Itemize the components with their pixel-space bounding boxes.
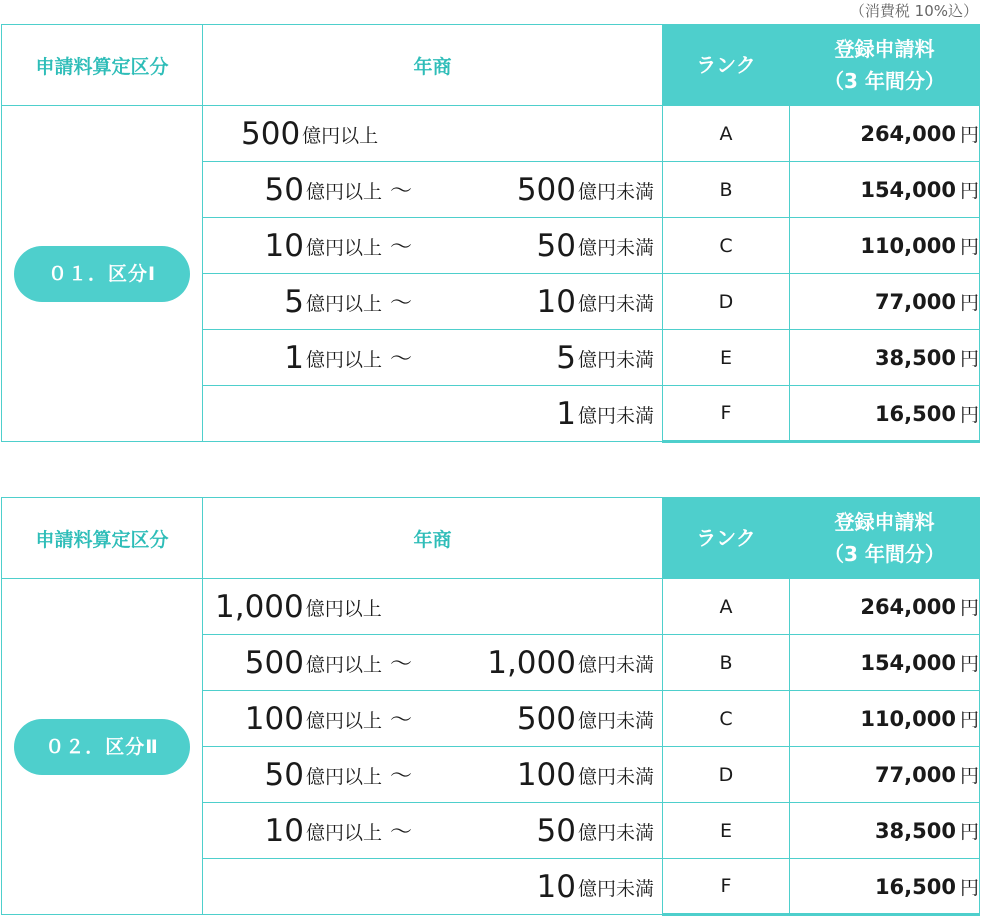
range-tilde: ～ xyxy=(389,347,412,372)
revenue-lower-unit: 億円以上 xyxy=(305,349,382,371)
yen-unit: 円 xyxy=(959,348,979,370)
fee-cell xyxy=(790,635,980,691)
revenue-lower-amount: 10 xyxy=(264,228,304,264)
revenue-lower-amount: 1 xyxy=(284,340,304,376)
revenue-upper-unit: 億円未満 xyxy=(577,293,654,315)
revenue-upper-unit: 億円未満 xyxy=(577,710,654,732)
fee-cell xyxy=(790,106,980,162)
header-fee-line1: 登録申請料 xyxy=(834,510,935,534)
yen-unit: 円 xyxy=(959,876,979,899)
fee-amount: 77,000 xyxy=(874,763,956,787)
fee-cell xyxy=(790,579,980,635)
revenue-lower-amount: 10 xyxy=(264,813,304,849)
yen-unit: 円 xyxy=(959,124,979,146)
header-rank: ランク xyxy=(663,25,790,106)
revenue-lower-unit: 億円以上 xyxy=(305,293,382,315)
yen-unit: 円 xyxy=(959,180,979,202)
fee-table-1 xyxy=(1,24,980,443)
revenue-cell xyxy=(203,859,663,915)
yen-unit: 円 xyxy=(959,292,979,314)
revenue-upper xyxy=(556,330,654,386)
revenue-lower-unit: 億円以上 xyxy=(305,822,382,844)
header-revenue: 年商 xyxy=(203,498,663,579)
revenue-lower-amount: 1,000 xyxy=(215,589,304,625)
revenue-cell xyxy=(203,691,663,747)
revenue-upper-unit: 億円未満 xyxy=(577,654,654,676)
fee-amount: 110,000 xyxy=(860,707,956,731)
revenue-lower-amount: 500 xyxy=(241,116,301,152)
category-pill: ０２．区分Ⅱ xyxy=(14,719,190,775)
range-tilde: ～ xyxy=(389,291,412,316)
revenue-lower xyxy=(245,635,412,691)
revenue-upper-amount: 1 xyxy=(556,396,576,432)
revenue-cell xyxy=(203,747,663,803)
yen-unit: 円 xyxy=(959,709,979,731)
rank-cell: A xyxy=(663,579,790,635)
fee-cell xyxy=(790,218,980,274)
revenue-lower xyxy=(284,274,412,330)
rank-cell: F xyxy=(663,386,790,442)
revenue-upper-unit: 億円未満 xyxy=(577,405,654,427)
header-fee-line2: （3 年間分） xyxy=(824,542,945,566)
fee-cell xyxy=(790,274,980,330)
revenue-upper xyxy=(537,803,654,859)
rank-cell: D xyxy=(663,274,790,330)
table-row xyxy=(2,106,980,162)
fee-amount: 77,000 xyxy=(874,290,956,314)
header-fee-line2: （3 年間分） xyxy=(824,69,945,93)
revenue-upper xyxy=(537,274,654,330)
revenue-upper-unit: 億円未満 xyxy=(577,181,654,203)
range-tilde: ～ xyxy=(389,820,412,845)
revenue-upper-amount: 1,000 xyxy=(487,645,576,681)
header-category: 申請料算定区分 xyxy=(2,25,203,106)
range-tilde: ～ xyxy=(389,652,412,677)
revenue-upper xyxy=(556,386,654,442)
revenue-lower-unit: 億円以上 xyxy=(305,710,382,732)
revenue-upper xyxy=(537,859,654,915)
header-fee-line1: 登録申請料 xyxy=(834,37,935,61)
rank-cell: B xyxy=(663,162,790,218)
fee-cell xyxy=(790,691,980,747)
revenue-lower-unit: 億円以上 xyxy=(305,181,382,203)
revenue-upper-unit: 億円未満 xyxy=(577,878,654,900)
revenue-upper-amount: 50 xyxy=(536,813,576,849)
fee-amount: 264,000 xyxy=(860,595,956,619)
revenue-upper-amount: 10 xyxy=(536,869,576,905)
revenue-lower xyxy=(241,106,378,162)
revenue-lower-amount: 5 xyxy=(284,284,304,320)
fee-amount: 264,000 xyxy=(860,122,956,146)
revenue-cell xyxy=(203,218,663,274)
revenue-lower xyxy=(265,218,412,274)
fee-cell xyxy=(790,747,980,803)
revenue-cell xyxy=(203,106,663,162)
category-pill: ０１．区分Ⅰ xyxy=(14,246,190,302)
revenue-upper xyxy=(517,691,654,747)
revenue-upper-unit: 億円未満 xyxy=(577,237,654,259)
fee-cell xyxy=(790,162,980,218)
revenue-lower xyxy=(265,747,412,803)
rank-cell: C xyxy=(663,218,790,274)
range-tilde: ～ xyxy=(389,708,412,733)
header-row xyxy=(2,498,980,579)
header-revenue: 年商 xyxy=(203,25,663,106)
fee-amount: 16,500 xyxy=(874,874,956,899)
table-row xyxy=(2,579,980,635)
rank-cell: B xyxy=(663,635,790,691)
revenue-lower-unit: 億円以上 xyxy=(305,654,382,676)
fee-amount: 16,500 xyxy=(874,401,956,426)
rank-cell: C xyxy=(663,691,790,747)
rank-cell: E xyxy=(663,803,790,859)
revenue-lower-amount: 50 xyxy=(264,757,304,793)
range-tilde: ～ xyxy=(389,179,412,204)
fee-amount: 38,500 xyxy=(874,346,956,370)
revenue-upper-amount: 50 xyxy=(536,228,576,264)
category-cell xyxy=(2,106,203,442)
revenue-cell xyxy=(203,274,663,330)
rank-cell: E xyxy=(663,330,790,386)
fee-amount: 154,000 xyxy=(860,178,956,202)
fee-cell xyxy=(790,330,980,386)
revenue-lower-amount: 100 xyxy=(244,701,304,737)
rank-cell: A xyxy=(663,106,790,162)
yen-unit: 円 xyxy=(959,597,979,619)
yen-unit: 円 xyxy=(959,236,979,258)
revenue-upper-amount: 5 xyxy=(556,340,576,376)
yen-unit: 円 xyxy=(959,403,979,426)
revenue-upper-unit: 億円未満 xyxy=(577,349,654,371)
revenue-cell xyxy=(203,635,663,691)
yen-unit: 円 xyxy=(959,765,979,787)
range-tilde: ～ xyxy=(389,764,412,789)
header-category: 申請料算定区分 xyxy=(2,498,203,579)
revenue-upper xyxy=(517,747,654,803)
revenue-lower xyxy=(245,691,412,747)
fee-amount: 38,500 xyxy=(874,819,956,843)
revenue-upper-unit: 億円未満 xyxy=(577,766,654,788)
revenue-lower-unit: 億円以上 xyxy=(305,766,382,788)
revenue-cell xyxy=(203,162,663,218)
revenue-cell xyxy=(203,803,663,859)
range-tilde: ～ xyxy=(389,235,412,260)
tax-note: （消費税 10%込） xyxy=(849,2,978,20)
revenue-upper-amount: 500 xyxy=(516,701,576,737)
revenue-upper xyxy=(537,218,654,274)
header-fee xyxy=(790,25,980,106)
fee-amount: 154,000 xyxy=(860,651,956,675)
revenue-upper xyxy=(517,162,654,218)
rank-cell: F xyxy=(663,859,790,915)
revenue-lower-amount: 50 xyxy=(264,172,304,208)
revenue-lower xyxy=(284,330,412,386)
fee-amount: 110,000 xyxy=(860,234,956,258)
fee-cell xyxy=(790,859,980,915)
revenue-lower xyxy=(265,162,412,218)
revenue-cell xyxy=(203,579,663,635)
fee-cell xyxy=(790,803,980,859)
header-fee xyxy=(790,498,980,579)
revenue-lower-unit: 億円以上 xyxy=(302,125,379,147)
header-rank: ランク xyxy=(663,498,790,579)
revenue-upper xyxy=(487,635,654,691)
revenue-lower xyxy=(265,803,412,859)
header-row xyxy=(2,25,980,106)
revenue-upper-amount: 500 xyxy=(516,172,576,208)
revenue-upper-amount: 100 xyxy=(516,757,576,793)
yen-unit: 円 xyxy=(959,653,979,675)
revenue-lower xyxy=(215,579,382,635)
category-cell xyxy=(2,579,203,915)
revenue-lower-amount: 500 xyxy=(244,645,304,681)
revenue-cell xyxy=(203,330,663,386)
revenue-cell xyxy=(203,386,663,442)
revenue-lower-unit: 億円以上 xyxy=(305,237,382,259)
revenue-upper-unit: 億円未満 xyxy=(577,822,654,844)
revenue-lower-unit: 億円以上 xyxy=(305,598,382,620)
yen-unit: 円 xyxy=(959,821,979,843)
fee-table-2 xyxy=(1,497,980,916)
rank-cell: D xyxy=(663,747,790,803)
revenue-upper-amount: 10 xyxy=(536,284,576,320)
fee-cell xyxy=(790,386,980,442)
